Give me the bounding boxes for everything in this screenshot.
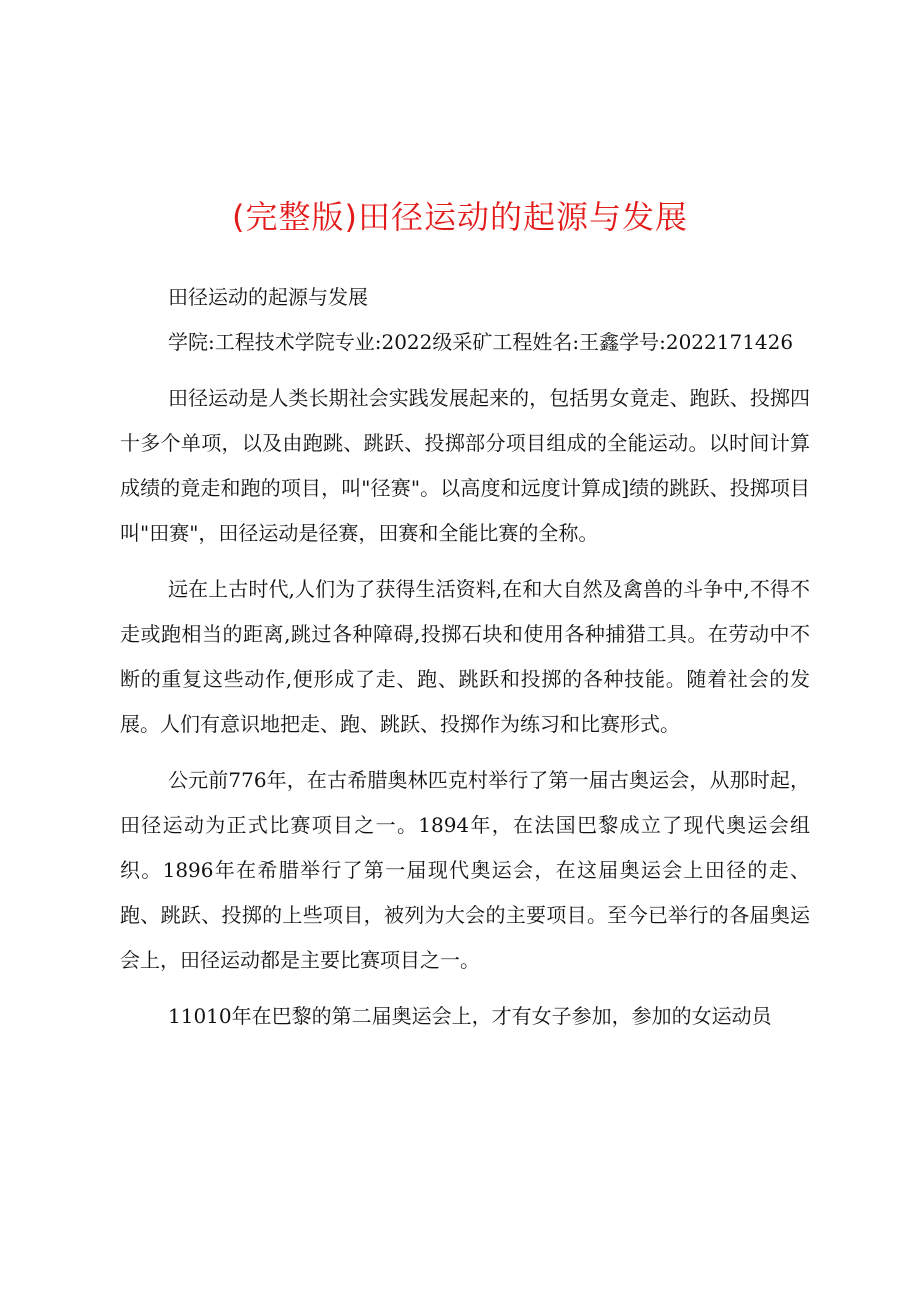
- paragraph-intro: 田径运动是人类长期社会实践发展起来的，包括男女竟走、跑跃、投掷四十多个单项，以及由跑跳、跳跃、投掷部分项目组成的全能运动。以时间计算成绩的竟走和跑的项目，叫"径赛"。以高度和远度计算成]绩的跳跃、投掷项目叫"田赛"，田径运动是径赛，田赛和全能比赛的全称。: [120, 386, 810, 545]
- paragraph-ancient-origins: 远在上古时代,人们为了获得生活资料,在和大自然及禽兽的斗争中,不得不走或跑相当的距离,跳过各种障碍,投掷石块和使用各种捕猎工具。在劳动中不断的重复这些动作,便形成了走、跑、跳跃和投掷的各种技能。随着社会的发展。人们有意识地把走、跑、跳跃、投掷作为练习和比赛形式。: [120, 577, 810, 736]
- document-title: (完整版)田径运动的起源与发展: [232, 198, 688, 236]
- document-body: [120, 275, 810, 1050]
- paragraph-subtitle: 田径运动的起源与发展: [168, 285, 368, 309]
- paragraph-olympic-history: 公元前776年，在古希腊奥林匹克村举行了第一届古奥运会，从那时起，田径运动为正式比赛项目之一。1894年，在法国巴黎成立了现代奥运会组织。1896年在希腊举行了第一届现代奥运会，在这届奥运会上田径的走、跑、跳跃、投掷的上些项目，被列为大会的主要项目。至今已举行的各届奥运会上，田径运动都是主要比赛项目之一。: [120, 768, 810, 972]
- paragraph-women-participation: 11010年在巴黎的第二届奥运会上，才有女子参加，参加的女运动员: [168, 1004, 772, 1028]
- paragraph-author-info: 学院:工程技术学院专业:2022级采矿工程姓名:王鑫学号:2022171426: [168, 330, 794, 354]
